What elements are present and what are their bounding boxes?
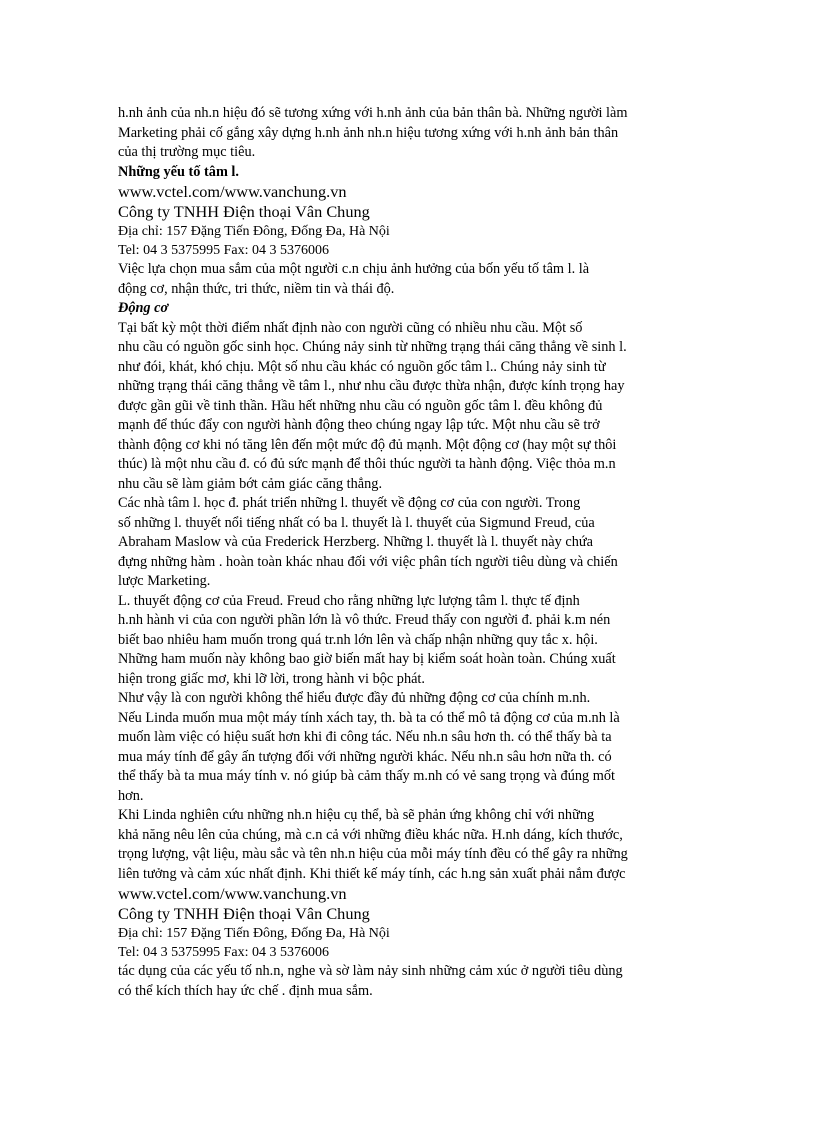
paragraph-line: mua máy tính để gây ấn tượng đối với những người khác. Nếu nh.n sâu hơn nữa th. có bbox=[118, 748, 612, 765]
contact-line: Địa chỉ: 157 Đặng Tiến Đông, Đống Đa, Hà Nội bbox=[118, 224, 390, 239]
paragraph-line: trọng lượng, vật liệu, màu sắc và tên nh.n hiệu của mỗi máy tính đều có thể gây ra những bbox=[118, 846, 628, 862]
section-heading: Những yếu tố tâm l. bbox=[118, 163, 239, 180]
paragraph bbox=[118, 592, 703, 690]
paragraph-line: mạnh để thúc đẩy con người hành động theo chúng ngay lập tức. Một nhu cầu sẽ trở bbox=[118, 417, 600, 433]
company-line: www.vctel.com/www.vanchung.vn bbox=[118, 884, 347, 903]
contact-line: Tel: 04 3 5375995 Fax: 04 3 5376006 bbox=[118, 243, 329, 258]
paragraph bbox=[118, 104, 703, 163]
paragraph-line: Nếu Linda muốn mua một máy tính xách tay, th. bà ta có thể mô tả động cơ của m.nh là bbox=[118, 709, 620, 726]
paragraph bbox=[118, 689, 703, 806]
paragraph-line: những trạng thái căng thẳng về tâm l., như nhu cầu được thừa nhận, được kính trọng hay bbox=[118, 378, 625, 394]
paragraph-line: nhu cầu sẽ làm giảm bớt cảm giác căng thẳng. bbox=[118, 475, 383, 492]
paragraph-line: Tại bất kỳ một thời điểm nhất định nào con người cũng có nhiều nhu cầu. Một số bbox=[118, 319, 583, 336]
paragraph-line: nhu cầu có nguồn gốc sinh học. Chúng nảy sinh từ những trạng thái căng thẳng về sinh l. bbox=[118, 339, 627, 355]
contact-line: Địa chỉ: 157 Đặng Tiến Đông, Đống Đa, Hà Nội bbox=[118, 926, 390, 941]
paragraph-line: biết bao nhiêu ham muốn trong quá tr.nh lớn lên và chấp nhận những quy tắc x. hội. bbox=[118, 631, 598, 648]
paragraph-line: hiện trong giấc mơ, khi lỡ lời, trong hành vi bộc phát. bbox=[118, 670, 425, 687]
paragraph bbox=[118, 319, 703, 495]
paragraph-line: như đói, khát, khó chịu. Một số nhu cầu khác có nguồn gốc tâm l.. Chúng nảy sinh từ bbox=[118, 358, 606, 375]
paragraph-line: thể thấy bà ta mua máy tính v. nó giúp bà cảm thấy m.nh có vẻ sang trọng và đúng mốt bbox=[118, 768, 615, 784]
paragraph-line: khả năng nêu lên của chúng, mà c.n cả với những điều khác nữa. H.nh dáng, kích thước, bbox=[118, 826, 623, 843]
paragraph-line: Marketing phải cố gắng xây dựng h.nh ảnh nh.n hiệu tương xứng với h.nh ảnh bản thân bbox=[118, 124, 619, 141]
paragraph-line: lược Marketing. bbox=[118, 573, 211, 589]
paragraph-line: thành động cơ khi nó tăng lên đến một mức độ đủ mạnh. Một động cơ (hay một sự thôi bbox=[118, 436, 617, 453]
paragraph-line: thúc) là một nhu cầu đ. có đủ sức mạnh để thôi thúc người ta hành động. Việc thỏa m.n bbox=[118, 456, 616, 472]
company-line: www.vctel.com/www.vanchung.vn bbox=[118, 182, 347, 201]
paragraph-line: hơn. bbox=[118, 787, 144, 804]
paragraph-line: đựng những hàm . hoàn toàn khác nhau đối với việc phân tích người tiêu dùng và chiến bbox=[118, 553, 618, 570]
paragraph-line: tác dụng của các yếu tố nh.n, nghe và sờ làm nảy sinh những cảm xúc ở người tiêu dùng bbox=[118, 963, 623, 979]
paragraph-line: được gần gũi về tinh thần. Hầu hết những nhu cầu có nguồn gốc tâm l. đều không đủ bbox=[118, 397, 603, 414]
paragraph bbox=[118, 494, 703, 592]
contact-line: Tel: 04 3 5375995 Fax: 04 3 5376006 bbox=[118, 945, 329, 960]
paragraph-line: h.nh hành vi của con người phần lớn là vô thức. Freud thấy con người đ. phải k.m nén bbox=[118, 612, 611, 628]
subsection-heading: Động cơ bbox=[118, 300, 169, 316]
paragraph-line: Abraham Maslow và của Frederick Herzberg. Những l. thuyết là l. thuyết này chứa bbox=[118, 534, 593, 550]
paragraph-line: có thể kích thích hay ức chế . định mua sắm. bbox=[118, 982, 373, 999]
paragraph-line: h.nh ảnh của nh.n hiệu đó sẽ tương xứng với h.nh ảnh của bản thân bà. Những người làm bbox=[118, 105, 628, 121]
paragraph-line: muốn làm việc có hiệu suất hơn khi đi công tác. Nếu nh.n sâu hơn th. có thể thấy bà ta bbox=[118, 729, 612, 745]
paragraph bbox=[118, 260, 703, 299]
paragraph-line: Như vậy là con người không thể hiểu được đầy đủ những động cơ của chính m.nh. bbox=[118, 690, 591, 706]
paragraph-line: Việc lựa chọn mua sắm của một người c.n chịu ảnh hưởng của bốn yếu tố tâm l. là bbox=[118, 261, 590, 277]
company-line: Công ty TNHH Điện thoại Vân Chung bbox=[118, 904, 370, 923]
paragraph bbox=[118, 962, 703, 1001]
paragraph-line: L. thuyết động cơ của Freud. Freud cho rằng những lực lượng tâm l. thực tế định bbox=[118, 592, 580, 609]
paragraph-line: của thị trường mục tiêu. bbox=[118, 144, 256, 160]
paragraph-line: Khi Linda nghiên cứu những nh.n hiệu cụ thể, bà sẽ phản ứng không chỉ với những bbox=[118, 807, 595, 823]
paragraph-line: số những l. thuyết nổi tiếng nhất có ba l. thuyết là l. thuyết của Sigmund Freud, của bbox=[118, 514, 595, 531]
paragraph-line: liên tưởng và cảm xúc nhất định. Khi thiết kế máy tính, các h.ng sản xuất phải nắm được bbox=[118, 865, 626, 882]
document-page bbox=[118, 104, 703, 1001]
paragraph-line: Các nhà tâm l. học đ. phát triển những l. thuyết về động cơ của con người. Trong bbox=[118, 495, 581, 511]
company-line: Công ty TNHH Điện thoại Vân Chung bbox=[118, 202, 370, 221]
paragraph-line: Những ham muốn này không bao giờ biến mất hay bị kiểm soát hoàn toàn. Chúng xuất bbox=[118, 651, 616, 667]
paragraph bbox=[118, 806, 703, 884]
paragraph-line: động cơ, nhận thức, tri thức, niềm tin và thái độ. bbox=[118, 280, 395, 297]
